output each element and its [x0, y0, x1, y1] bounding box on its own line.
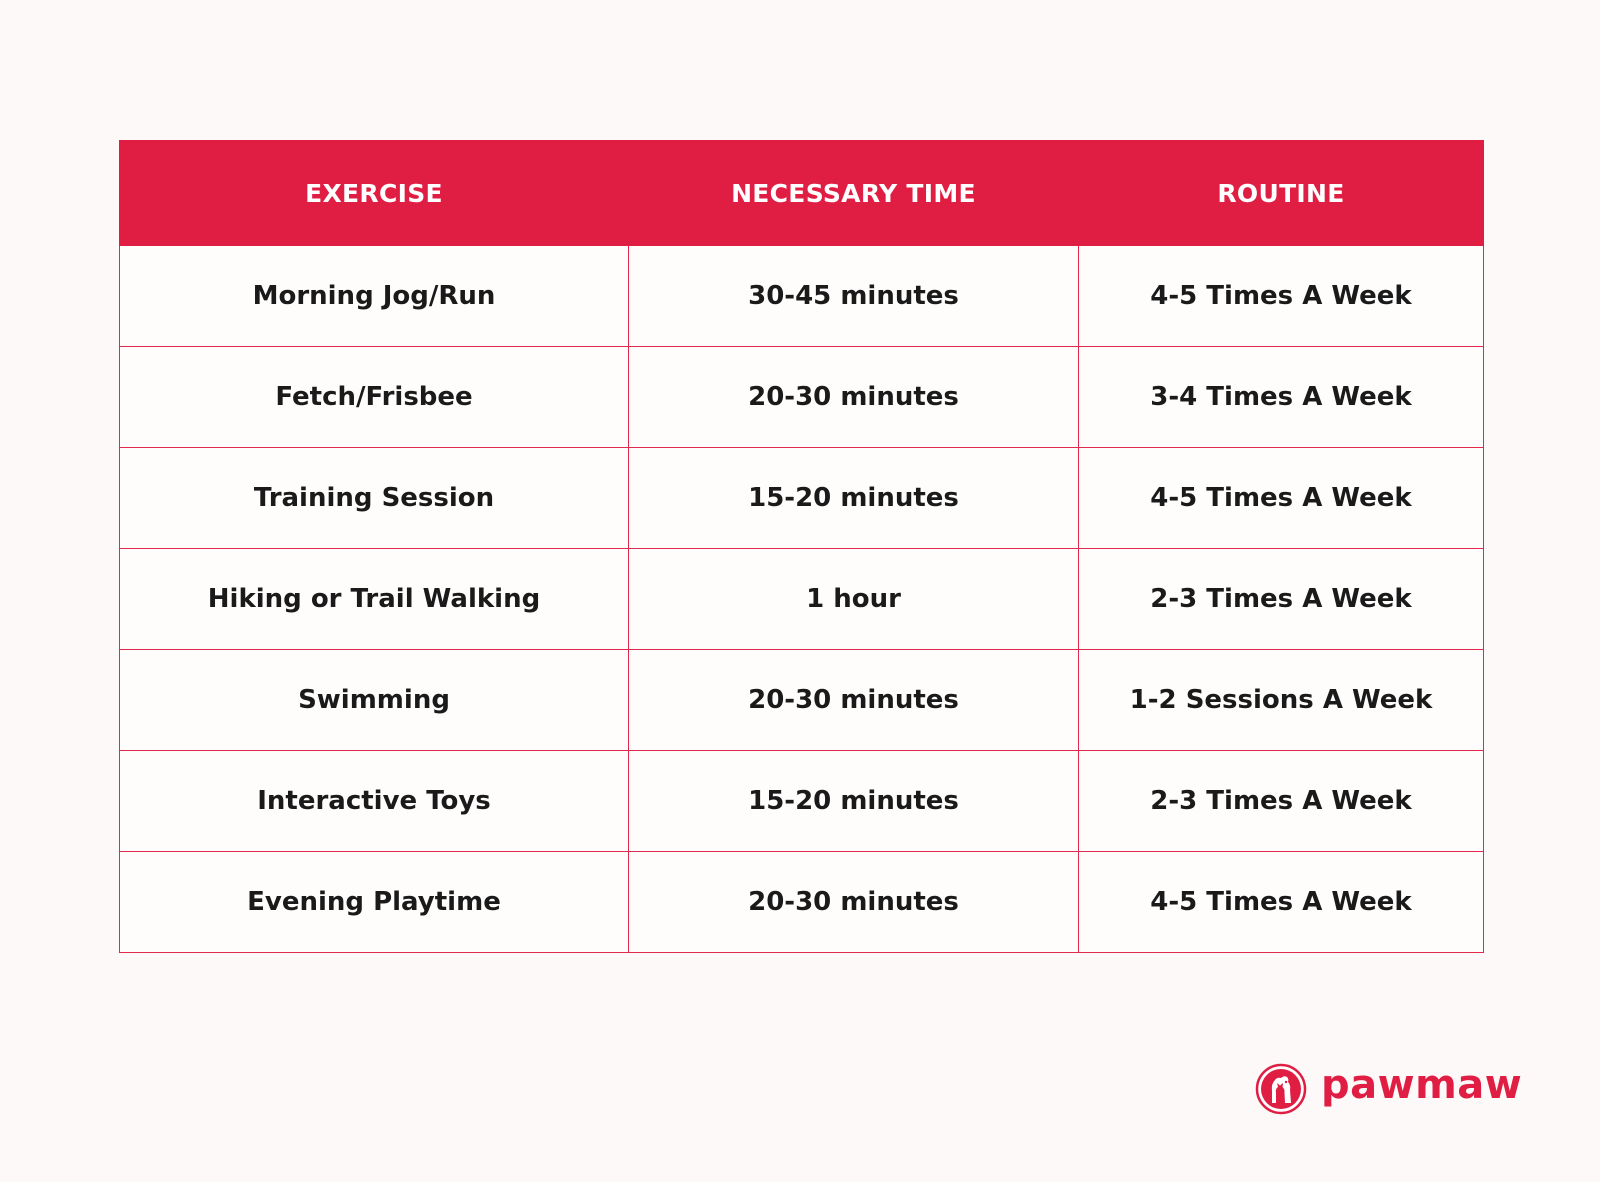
table-row [120, 852, 1484, 953]
time-cell: 20-30 minutes [629, 852, 1079, 953]
exercise-cell: Interactive Toys [120, 751, 629, 852]
table-row [120, 246, 1484, 347]
table-row [120, 347, 1484, 448]
exercise-cell: Fetch/Frisbee [120, 347, 629, 448]
routine-cell: 3-4 Times A Week [1079, 347, 1484, 448]
time-cell: 15-20 minutes [629, 751, 1079, 852]
routine-cell: 4-5 Times A Week [1079, 246, 1484, 347]
time-cell: 20-30 minutes [629, 650, 1079, 751]
table-header-row [120, 141, 1484, 246]
exercise-cell: Training Session [120, 448, 629, 549]
header-necessary-time: NECESSARY TIME [629, 141, 1079, 246]
brand-name: pawmaw [1321, 1062, 1523, 1108]
exercise-cell: Hiking or Trail Walking [120, 549, 629, 650]
time-cell: 20-30 minutes [629, 347, 1079, 448]
routine-cell: 4-5 Times A Week [1079, 448, 1484, 549]
routine-cell: 1-2 Sessions A Week [1079, 650, 1484, 751]
time-cell: 30-45 minutes [629, 246, 1079, 347]
routine-cell: 2-3 Times A Week [1079, 549, 1484, 650]
exercise-routine-table [119, 140, 1484, 953]
table-row [120, 650, 1484, 751]
time-cell: 15-20 minutes [629, 448, 1079, 549]
brand-logo [1255, 1060, 1522, 1118]
pet-silhouette-icon [1255, 1063, 1307, 1115]
table-row [120, 549, 1484, 650]
table-row [120, 448, 1484, 549]
exercise-cell: Morning Jog/Run [120, 246, 629, 347]
time-cell: 1 hour [629, 549, 1079, 650]
header-exercise: EXERCISE [120, 141, 629, 246]
routine-cell: 4-5 Times A Week [1079, 852, 1484, 953]
exercise-cell: Swimming [120, 650, 629, 751]
table-row [120, 751, 1484, 852]
header-routine: ROUTINE [1079, 141, 1484, 246]
exercise-cell: Evening Playtime [120, 852, 629, 953]
routine-cell: 2-3 Times A Week [1079, 751, 1484, 852]
